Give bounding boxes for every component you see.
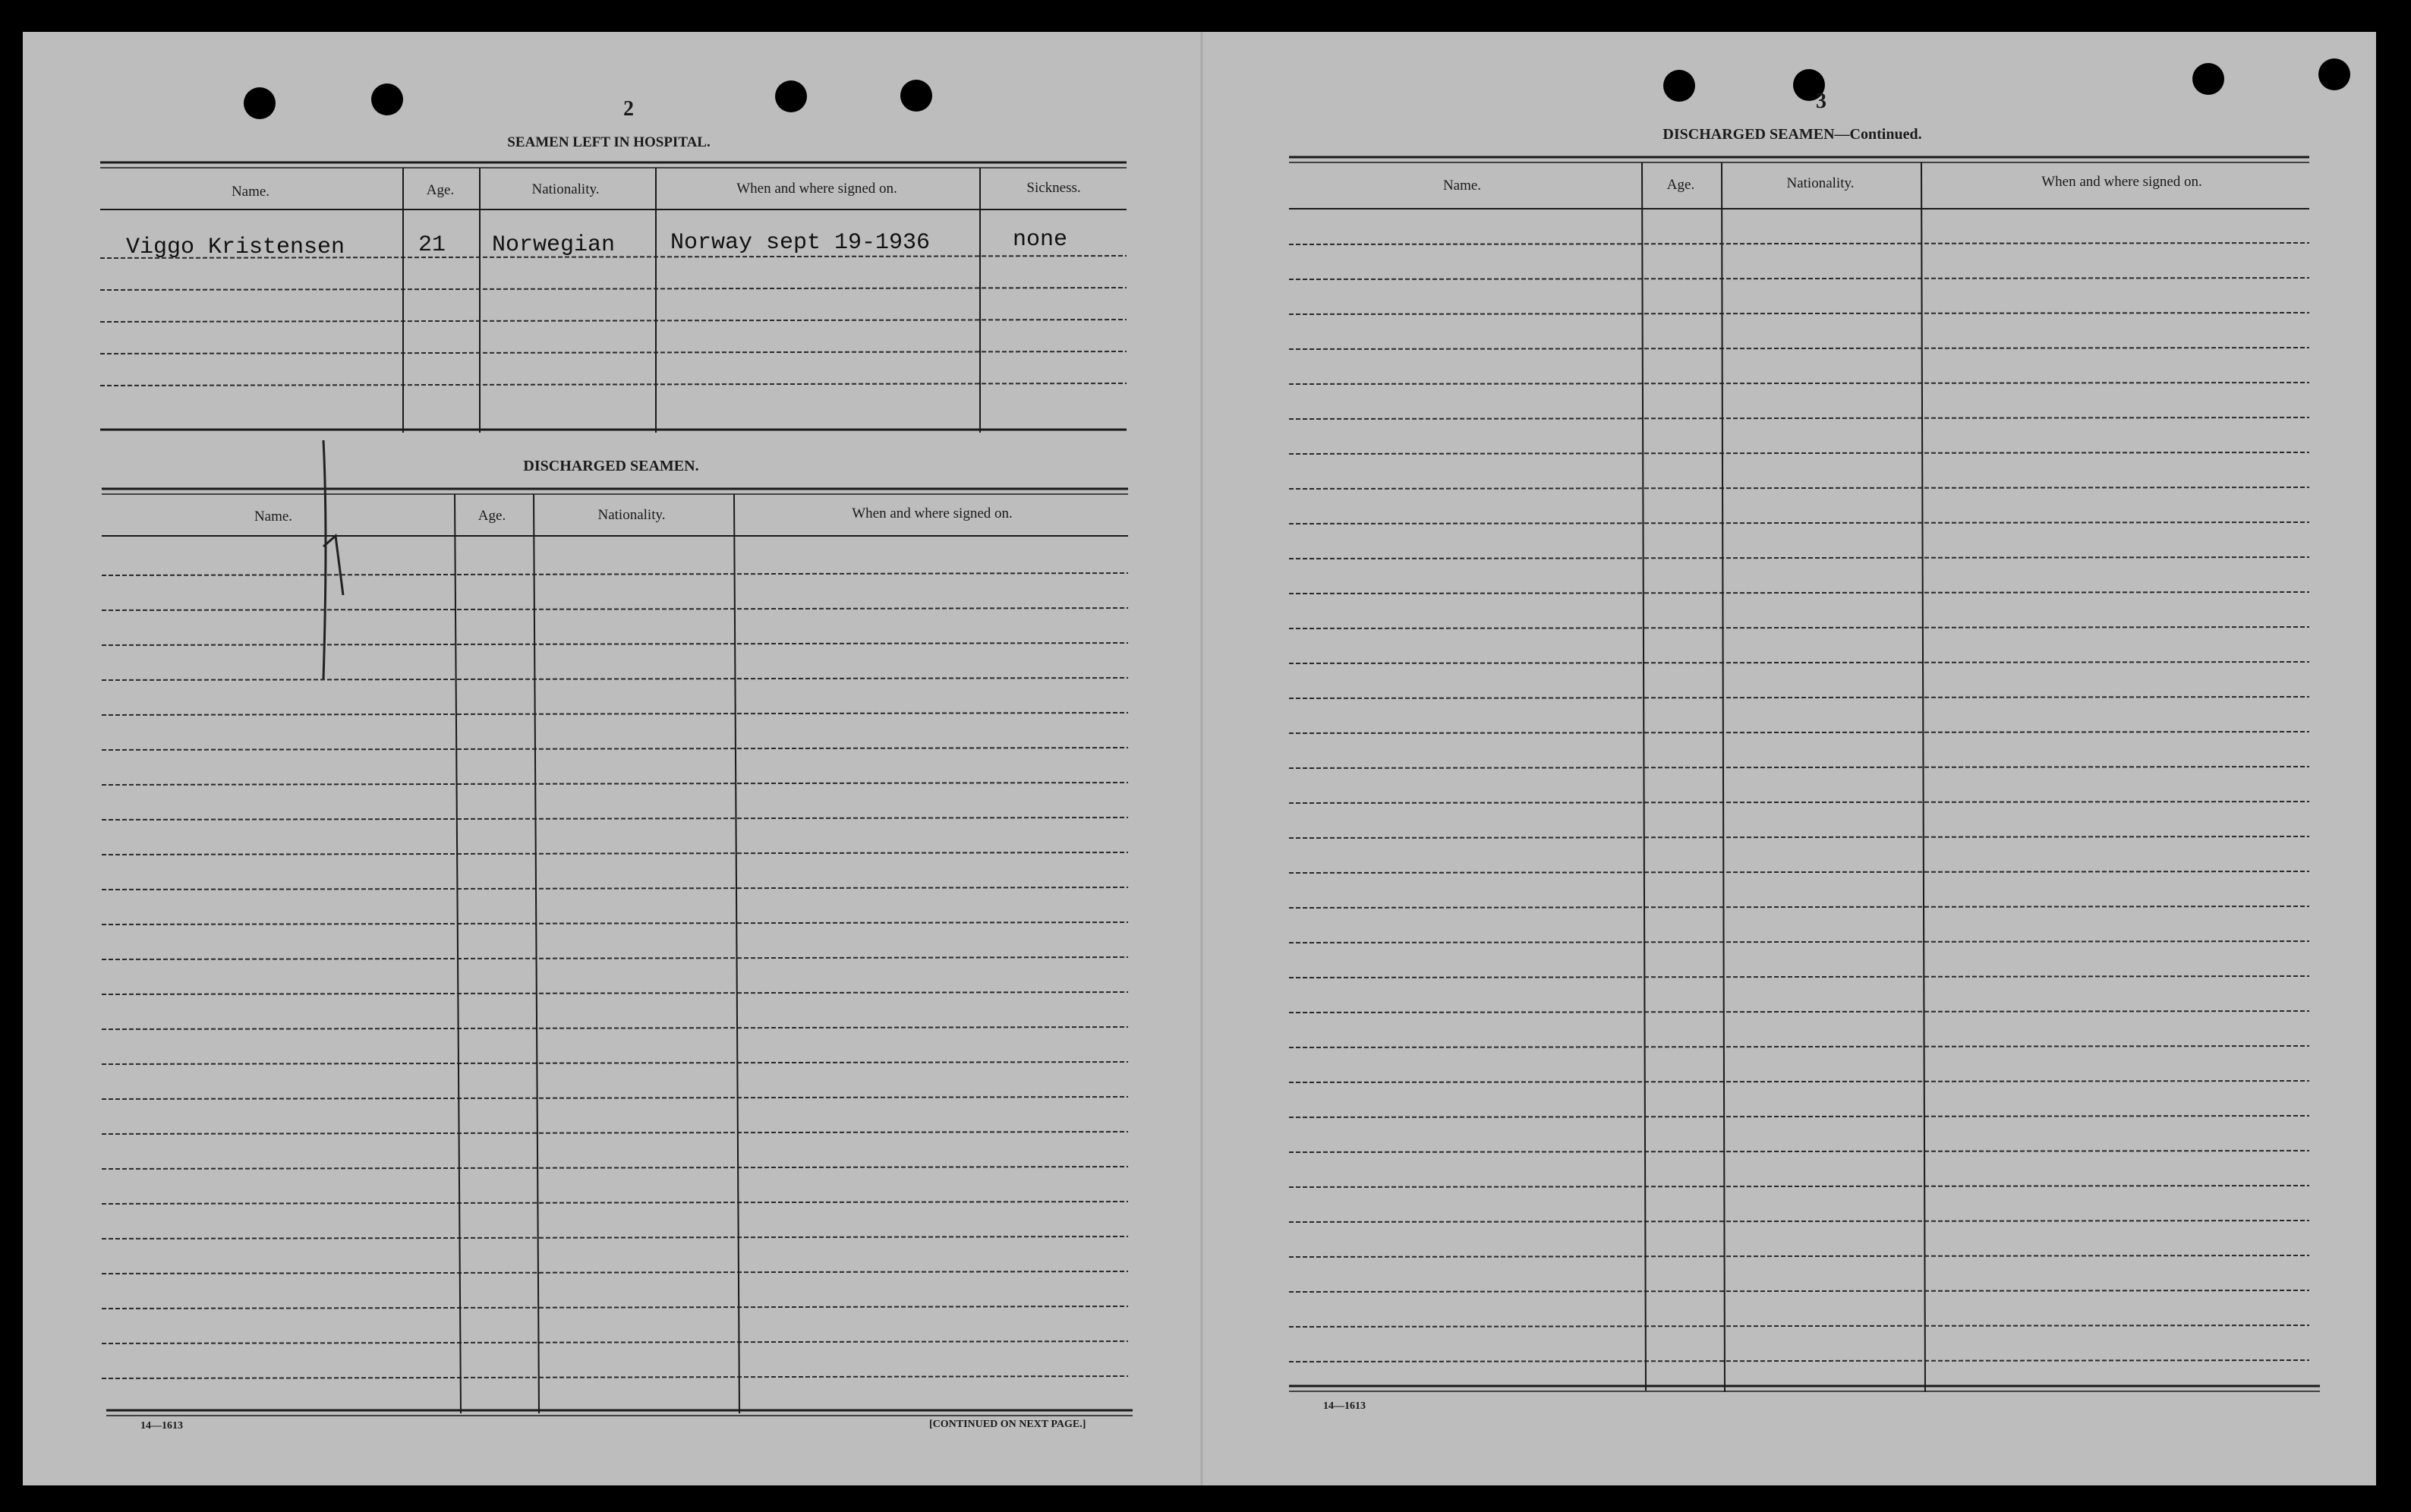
discharged-header-name: Name. (254, 509, 293, 524)
punch-hole (1663, 70, 1695, 102)
left-page-number: 2 (623, 97, 634, 121)
hospital-header-nationality: Nationality. (531, 181, 600, 197)
discharged-section-title: DISCHARGED SEAMEN. (523, 458, 699, 474)
paper-sheet (23, 32, 2376, 1485)
entry-name: Viggo Kristensen (126, 235, 345, 260)
right-header-name: Name. (1442, 178, 1482, 194)
right-header-nationality: Nationality. (1786, 175, 1855, 191)
right-form-number: 14—1613 (1323, 1400, 1366, 1412)
discharged-header-nationality: Nationality. (597, 507, 666, 523)
hospital-header-age: Age. (426, 182, 455, 198)
punch-hole (371, 83, 403, 115)
discharged-header-age: Age. (477, 508, 506, 524)
right-page-number: 3 (1816, 90, 1826, 113)
hospital-header-name: Name. (231, 184, 270, 200)
punch-hole (2192, 63, 2224, 95)
entry-nationality: Norwegian (492, 232, 616, 258)
left-form-number: 14—1613 (140, 1420, 183, 1432)
hospital-header-sickness: Sickness. (1026, 180, 1081, 196)
entry-sickness: none (1013, 227, 1068, 253)
right-header-age: Age. (1666, 177, 1695, 193)
right-header-signed-on: When and where signed on. (2041, 174, 2202, 190)
continued-note: [CONTINUED ON NEXT PAGE.] (929, 1419, 1086, 1430)
hospital-section-title: SEAMEN LEFT IN HOSPITAL. (507, 134, 711, 150)
punch-hole (244, 87, 276, 119)
discharged-header-signed-on: When and where signed on. (852, 506, 1013, 521)
entry-signed-on: Norway sept 19-1936 (670, 230, 931, 256)
punch-hole (900, 80, 932, 112)
discharged-continued-title: DISCHARGED SEAMEN—Continued. (1662, 126, 1922, 143)
hospital-header-signed-on: When and where signed on. (736, 181, 897, 197)
punch-hole (2318, 58, 2350, 90)
punch-hole (775, 80, 807, 112)
entry-age: 21 (418, 232, 446, 258)
